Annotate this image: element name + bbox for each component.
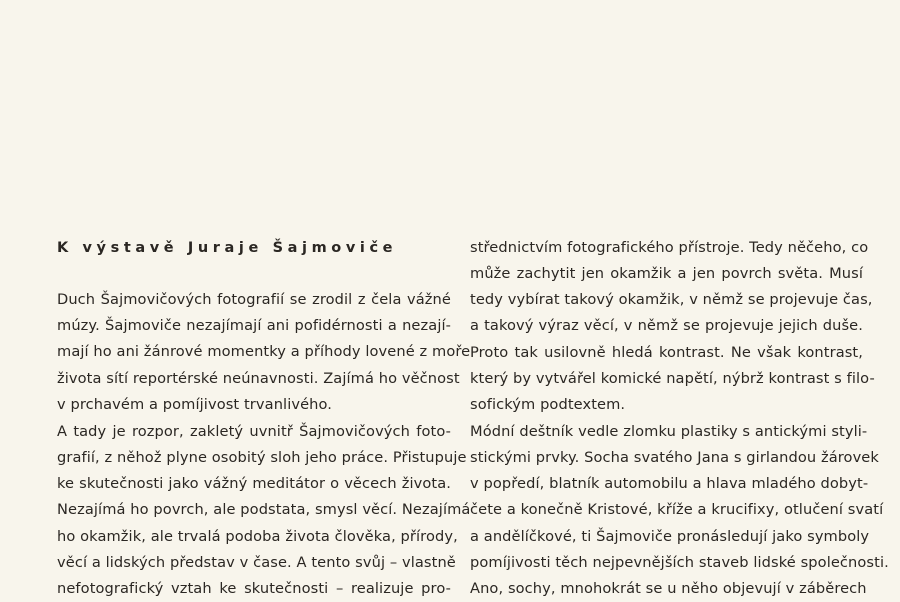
text-line: Módní deštník vedle zlomku plastiky s antickými styli- <box>470 423 868 440</box>
text-line: který by vytvářel komické napětí, nýbrž kontrast s filo- <box>470 370 875 387</box>
text-line: čete a konečně Kristové, kříže a krucifixy, otlučení svatí <box>470 501 884 518</box>
text-line: života sítí reportérské neúnavnosti. Zajímá ho věčnost <box>57 370 460 387</box>
text-line: Duch Šajmovičových fotografií se zrodil z čela vážné <box>57 291 451 308</box>
article-title: K výstavě Juraje Šajmoviče <box>57 240 398 256</box>
text-line: Ano, sochy, mnohokrát se u něho objevují v záběrech <box>470 580 867 597</box>
text-line: pomíjivosti těch nejpevnějších staveb lidské společnosti. <box>470 554 889 571</box>
text-line: grafií, z něhož plyne osobitý sloh jeho práce. Přistupuje <box>57 449 467 466</box>
text-line: a takový výraz věcí, v němž se projevuje jejich duše. <box>470 317 863 334</box>
text-line: ke skutečnosti jako vážný meditátor o věcech života. <box>57 475 451 492</box>
text-line: a andělíčkové, ti Šajmoviče pronásledují jako symboly <box>470 528 870 545</box>
text-line: střednictvím fotografického přístroje. Tedy něčeho, co <box>470 239 869 256</box>
text-line: stickými prvky. Socha svatého Jana s girlandou žárovek <box>470 449 879 466</box>
text-line: může zachytit jen okamžik a jen povrch světa. Musí <box>470 265 863 282</box>
text-line: tedy vybírat takový okamžik, v němž se projevuje čas, <box>470 291 873 308</box>
text-line: mají ho ani žánrové momentky a příhody lovené z moře <box>57 343 471 360</box>
text-line: múzy. Šajmoviče nezajímají ani pofidérnosti a nezají- <box>57 317 451 334</box>
text-line: A tady je rozpor, zakletý uvnitř Šajmovičových foto- <box>57 423 451 440</box>
text-line: věcí a lidských představ v čase. A tento svůj – vlastně <box>57 554 456 571</box>
text-line: v popředí, blatník automobilu a hlava mladého dobyt- <box>470 475 869 492</box>
text-line: v prchavém a pomíjivost trvanlivého. <box>57 396 333 413</box>
text-line: Nezajímá ho povrch, ale podstata, smysl věcí. Nezajímá <box>57 501 471 518</box>
text-line: ho okamžik, ale trvalá podoba života člověka, přírody, <box>57 528 458 545</box>
text-line: nefotografický vztah ke skutečnosti – realizuje pro- <box>57 580 451 597</box>
text-line: Proto tak usilovně hledá kontrast. Ne však kontrast, <box>470 344 863 361</box>
text-line: sofickým podtextem. <box>470 396 626 413</box>
